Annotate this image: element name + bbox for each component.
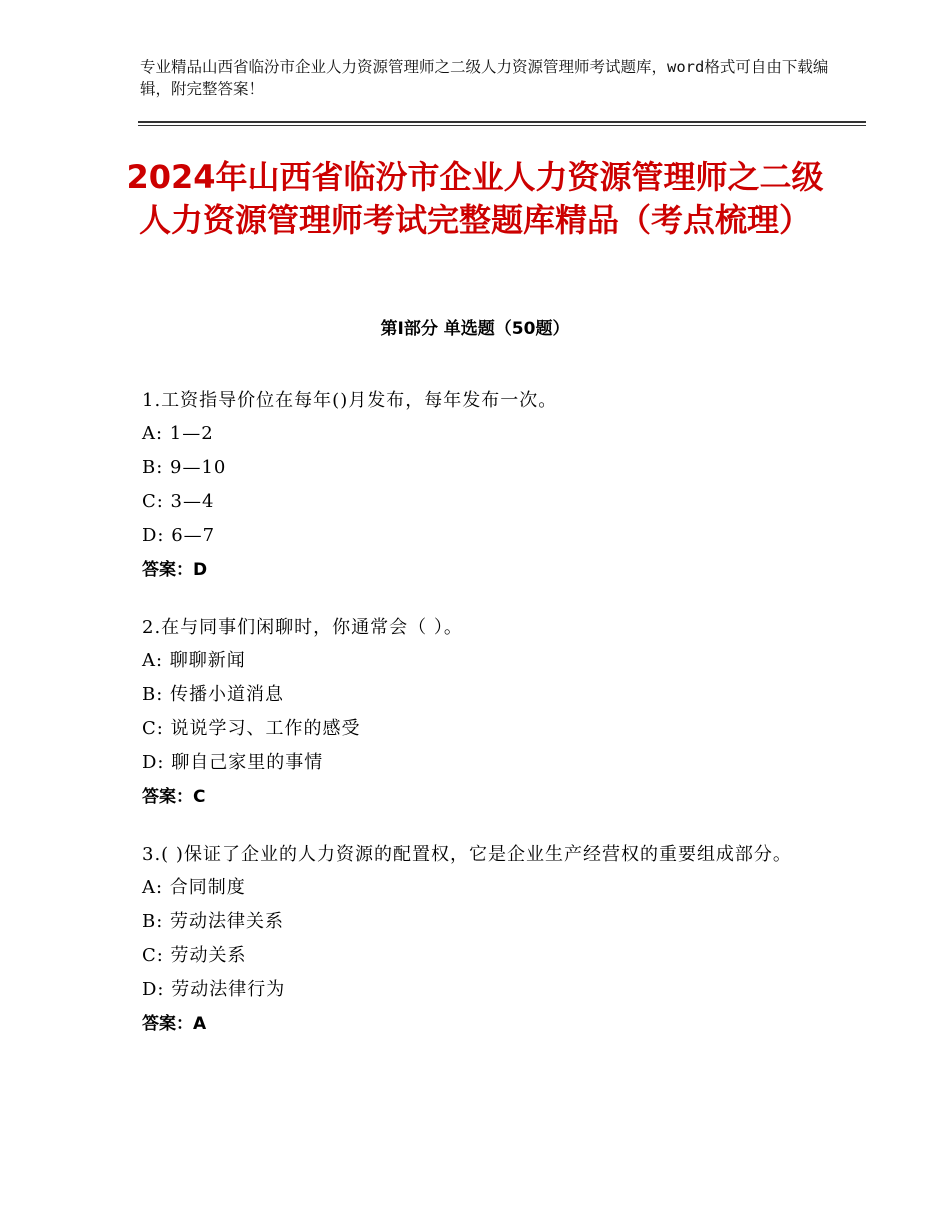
option-d: D: 劳动法律行为 bbox=[142, 979, 286, 1000]
question-1 bbox=[142, 384, 822, 587]
option-d: D: 聊自己家里的事情 bbox=[142, 752, 324, 773]
option-c: C: 3—4 bbox=[142, 491, 215, 512]
answer: 答案：A bbox=[142, 1014, 207, 1034]
answer: 答案：C bbox=[142, 787, 206, 807]
question-stem: 2.在与同事们闲聊时，你通常会（ ）。 bbox=[142, 617, 463, 638]
header-rule-thick bbox=[138, 121, 866, 123]
header-rule-thin bbox=[138, 125, 866, 126]
document-title: 2024年山西省临汾市企业人力资源管理师之二级人力资源管理师考试完整题库精品（考点梳理） bbox=[126, 158, 824, 239]
option-b: B: 劳动法律关系 bbox=[142, 911, 285, 932]
option-d: D: 6—7 bbox=[142, 525, 216, 546]
question-2 bbox=[142, 611, 822, 814]
question-3 bbox=[142, 838, 822, 1041]
option-a: A: 1—2 bbox=[142, 423, 214, 444]
option-c: C: 说说学习、工作的感受 bbox=[142, 718, 361, 739]
option-c: C: 劳动关系 bbox=[142, 945, 247, 966]
question-stem: 1.工资指导价位在每年()月发布，每年发布一次。 bbox=[142, 390, 558, 411]
question-stem: 3.( )保证了企业的人力资源的配置权，它是企业生产经营权的重要组成部分。 bbox=[142, 844, 792, 865]
option-b: B: 传播小道消息 bbox=[142, 684, 285, 705]
option-a: A: 聊聊新闻 bbox=[142, 650, 246, 671]
header-note: 专业精品山西省临汾市企业人力资源管理师之二级人力资源管理师考试题库，word格式可自由下载编辑，附完整答案！ bbox=[140, 58, 829, 98]
answer: 答案：D bbox=[142, 560, 208, 580]
question-list bbox=[142, 384, 822, 1065]
option-a: A: 合同制度 bbox=[142, 877, 246, 898]
option-b: B: 9—10 bbox=[142, 457, 227, 478]
section-title: 第Ⅰ部分 单选题（50题） bbox=[380, 319, 570, 339]
